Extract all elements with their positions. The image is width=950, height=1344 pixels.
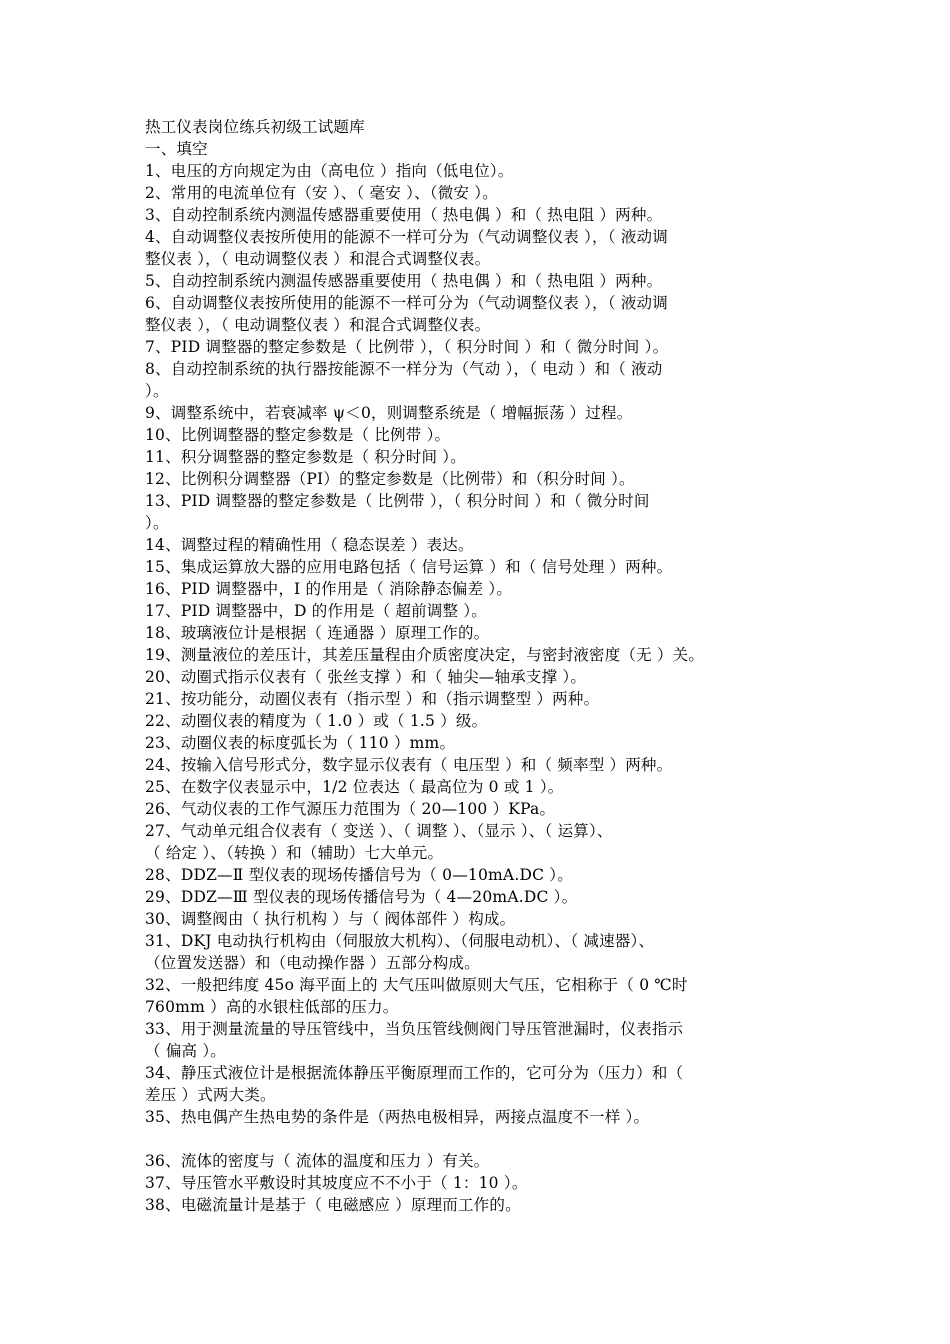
question-line: 36、流体的密度与（ 流体的温度和压力 ）有关。 — [145, 1152, 490, 1170]
question-line: 5、自动控制系统内测温传感器重要使用（ 热电偶 ）和（ 热电阻 ）两种。 — [145, 272, 663, 290]
question-line: ）。 — [145, 382, 169, 400]
question-line: 22、动圈仪表的精度为（ 1.0 ）或（ 1.5 ）级。 — [145, 712, 488, 730]
question-line: 差压 ）式两大类。 — [145, 1086, 276, 1104]
question-line: 37、导压管水平敷设时其坡度应不不小于（ 1：10 ）。 — [145, 1174, 528, 1192]
question-line: 33、用于测量流量的导压管线中，当负压管线侧阀门导压管泄漏时，仪表指示 — [145, 1020, 684, 1038]
question-line: 4、自动调整仪表按所使用的能源不一样可分为（气动调整仪表 ），（ 液动调 — [145, 228, 668, 246]
question-line: 32、一般把纬度 45o 海平面上的 大气压叫做原则大气压，它相称于（ 0 ℃时 — [145, 976, 688, 994]
question-line — [145, 1128, 825, 1150]
question-line: 整仪表 ），（ 电动调整仪表 ）和混合式调整仪表。 — [145, 250, 491, 268]
question-line: （ 给定 ）、（转换 ）和（辅助）七大单元。 — [145, 844, 444, 862]
question-line: 20、动圈式指示仪表有（ 张丝支撑 ）和（ 轴尖—轴承支撑 ）。 — [145, 668, 587, 686]
question-line: 12、比例积分调整器（PI）的整定参数是（比例带）和（积分时间 ）。 — [145, 470, 635, 488]
question-line: 1、电压的方向规定为由（高电位 ）指向（低电位）。 — [145, 162, 514, 180]
question-line: 31、DKJ 电动执行机构由（伺服放大机构）、（伺服电动机）、（ 减速器）、 — [145, 932, 655, 950]
question-line: 2、常用的电流单位有（安 ）、（ 毫安 ）、（微安 ）。 — [145, 184, 498, 202]
question-line: 15、集成运算放大器的应用电路包括（ 信号运算 ）和（ 信号处理 ）两种。 — [145, 558, 673, 576]
section-heading: 一、填空 — [145, 140, 208, 158]
question-line: 9、调整系统中，若衰减率 ψ＜0，则调整系统是（ 增幅振荡 ）过程。 — [145, 404, 633, 422]
question-list — [145, 160, 825, 1216]
question-line: 28、DDZ—Ⅱ 型仪表的现场传播信号为（ 0—10mA.DC ）。 — [145, 866, 573, 884]
question-line: 760mm ）高的水银柱低部的压力。 — [145, 998, 399, 1016]
document-title: 热工仪表岗位练兵初级工试题库 — [145, 118, 365, 136]
question-line: （位置发送器）和（电动操作器 ）五部分构成。 — [145, 954, 480, 972]
question-line: 8、自动控制系统的执行器按能源不一样分为（气动 ），（ 电动 ）和（ 液动 — [145, 360, 663, 378]
question-line: 34、静压式液位计是根据流体静压平衡原理而工作的，它可分为（压力）和（ — [145, 1064, 684, 1082]
question-line: （ 偏高 ）。 — [145, 1042, 227, 1060]
question-line: 35、热电偶产生热电势的条件是（两热电极相异，两接点温度不一样 ）。 — [145, 1108, 650, 1126]
question-line: 17、PID 调整器中，D 的作用是（ 超前调整 ）。 — [145, 602, 487, 620]
question-line: 16、PID 调整器中，I 的作用是（ 消除静态偏差 ）。 — [145, 580, 513, 598]
question-line: 26、气动仪表的工作气源压力范围为（ 20—100 ）KPa。 — [145, 800, 556, 818]
question-line: 24、按输入信号形式分，数字显示仪表有（ 电压型 ）和（ 频率型 ）两种。 — [145, 756, 673, 774]
question-line: 23、动圈仪表的标度弧长为（ 110 ）mm。 — [145, 734, 456, 752]
question-line: 7、PID 调整器的整定参数是（ 比例带 ），（ 积分时间 ）和（ 微分时间 ）。 — [145, 338, 669, 356]
question-line: 10、比例调整器的整定参数是（ 比例带 ）。 — [145, 426, 451, 444]
question-line: 25、在数字仪表显示中，1/2 位表达（ 最高位为 0 或 1 ）。 — [145, 778, 564, 796]
question-line: 整仪表 ），（ 电动调整仪表 ）和混合式调整仪表。 — [145, 316, 491, 334]
question-line: ）。 — [145, 514, 169, 532]
question-line: 14、调整过程的精确性用（ 稳态误差 ）表达。 — [145, 536, 474, 554]
question-line: 30、调整阀由（ 执行机构 ）与（ 阀体部件 ）构成。 — [145, 910, 516, 928]
question-line: 6、自动调整仪表按所使用的能源不一样可分为（气动调整仪表 ），（ 液动调 — [145, 294, 668, 312]
question-line: 21、按功能分，动圈仪表有（指示型 ）和（指示调整型 ）两种。 — [145, 690, 600, 708]
question-line: 11、积分调整器的整定参数是（ 积分时间 ）。 — [145, 448, 466, 466]
document-page — [145, 116, 825, 1216]
question-line: 13、PID 调整器的整定参数是（ 比例带 ），（ 积分时间 ）和（ 微分时间 — [145, 492, 650, 510]
question-line: 3、自动控制系统内测温传感器重要使用（ 热电偶 ）和（ 热电阻 ）两种。 — [145, 206, 663, 224]
question-line: 29、DDZ—Ⅲ 型仪表的现场传播信号为（ 4—20mA.DC ）。 — [145, 888, 578, 906]
question-line: 19、测量液位的差压计，其差压量程由介质密度决定，与密封液密度（无 ）关。 — [145, 646, 705, 664]
question-line: 38、电磁流量计是基于（ 电磁感应 ）原理而工作的。 — [145, 1196, 521, 1214]
question-line: 18、玻璃液位计是根据（ 连通器 ）原理工作的。 — [145, 624, 490, 642]
question-line: 27、气动单元组合仪表有（ 变送 ）、（ 调整 ）、（显示 ）、（ 运算）、 — [145, 822, 613, 840]
